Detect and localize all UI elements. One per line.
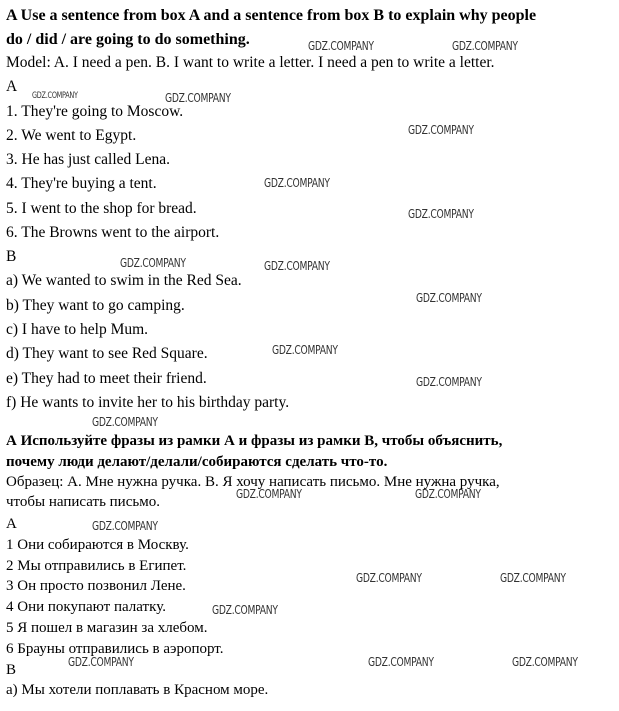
- ru-box-a-item: 2 Мы отправились в Египет.: [6, 558, 187, 574]
- watermark: GDZ.COMPANY: [264, 176, 330, 190]
- watermark: GDZ.COMPANY: [408, 207, 474, 221]
- instruction-line-1: A Use a sentence from box A and a sentence from box B to explain why people: [6, 7, 537, 24]
- box-a-item: 1. They're going to Moscow.: [6, 103, 184, 120]
- box-b-item: b) They want to go camping.: [6, 297, 185, 314]
- watermark: GDZ.COMPANY: [368, 655, 434, 669]
- box-b-item: f) He wants to invite her to his birthday party.: [6, 394, 290, 411]
- ru-model-line-1: Образец: А. Мне нужна ручка. В. Я хочу написать письмо. Мне нужна ручка,: [6, 474, 500, 490]
- watermark: GDZ.COMPANY: [165, 91, 231, 105]
- ru-instruction-line-2: почему люди делают/делали/собираются сделать что-то.: [6, 454, 388, 470]
- ru-box-b-item: а) Мы хотели поплавать в Красном море.: [6, 682, 269, 698]
- watermark: GDZ.COMPANY: [264, 259, 330, 273]
- box-a-label: A: [6, 78, 18, 95]
- watermark: GDZ.COMPANY: [272, 343, 338, 357]
- ru-box-a-item: 6 Брауны отправились в аэропорт.: [6, 641, 224, 657]
- watermark: GDZ.COMPANY: [500, 571, 566, 585]
- watermark: GDZ.COMPANY: [408, 123, 474, 137]
- instruction-line-2: do / did / are going to do something.: [6, 31, 250, 48]
- watermark: GDZ.COMPANY: [356, 571, 422, 585]
- watermark: GDZ.COMPANY: [92, 519, 158, 533]
- ru-box-a-item: 4 Они покупают палатку.: [6, 599, 166, 615]
- watermark: GDZ.COMPANY: [68, 655, 134, 669]
- watermark: GDZ.COMPANY: [512, 655, 578, 669]
- box-a-item: 3. He has just called Lena.: [6, 151, 170, 168]
- watermark: GDZ.COMPANY: [452, 39, 518, 53]
- watermark: GDZ.COMPANY: [32, 91, 78, 101]
- ru-instruction-line-1: А Используйте фразы из рамки А и фразы из рамки В, чтобы объяснить,: [6, 433, 503, 449]
- watermark: GDZ.COMPANY: [212, 603, 278, 617]
- model-sentence: Model: A. I need a pen. B. I want to write a letter. I need a pen to write a letter.: [6, 54, 495, 71]
- ru-box-a-item: 3 Он просто позвонил Лене.: [6, 578, 186, 594]
- ru-box-a-label: А: [6, 516, 17, 532]
- ru-box-a-item: 5 Я пошел в магазин за хлебом.: [6, 620, 208, 636]
- box-b-item: a) We wanted to swim in the Red Sea.: [6, 272, 242, 289]
- ru-box-a-item: 1 Они собираются в Москву.: [6, 537, 189, 553]
- box-b-item: c) I have to help Mum.: [6, 321, 149, 338]
- watermark: GDZ.COMPANY: [120, 256, 186, 270]
- box-b-item: e) They had to meet their friend.: [6, 370, 207, 387]
- watermark: GDZ.COMPANY: [308, 39, 374, 53]
- box-a-item: 5. I went to the shop for bread.: [6, 200, 197, 217]
- watermark: GDZ.COMPANY: [415, 487, 481, 501]
- box-b-label: B: [6, 248, 17, 265]
- box-a-item: 4. They're buying a tent.: [6, 175, 157, 192]
- ru-box-b-label: В: [6, 662, 17, 678]
- watermark: GDZ.COMPANY: [416, 375, 482, 389]
- box-a-item: 6. The Browns went to the airport.: [6, 224, 220, 241]
- watermark: GDZ.COMPANY: [236, 487, 302, 501]
- ru-model-line-2: чтобы написать письмо.: [6, 494, 160, 510]
- watermark: GDZ.COMPANY: [416, 291, 482, 305]
- box-b-item: d) They want to see Red Square.: [6, 345, 208, 362]
- box-a-item: 2. We went to Egypt.: [6, 127, 137, 144]
- watermark: GDZ.COMPANY: [92, 415, 158, 429]
